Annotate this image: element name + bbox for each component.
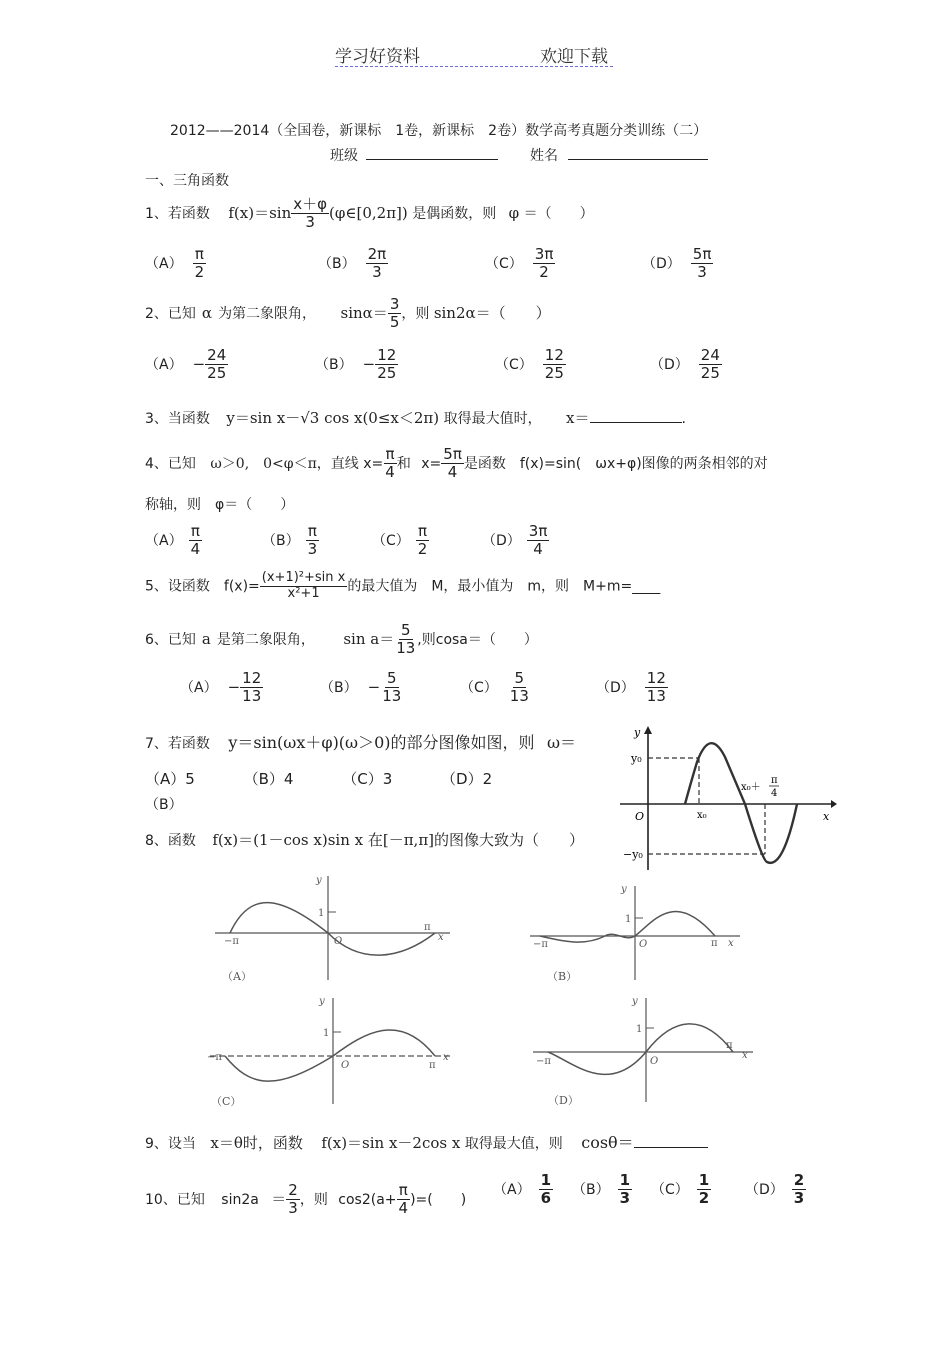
q8-graph-d[interactable]	[528, 992, 758, 1107]
q8-b-y-label: y	[621, 884, 627, 895]
question-2: 2、已知 α 为第二象限角， sinα＝ $\frac{3}{5}$ ，则 sin2α＝（ ）	[145, 295, 551, 332]
q6-option-d[interactable]: （D） $\frac{12}{13}$	[596, 669, 666, 706]
q8-c-origin-label: O	[341, 1060, 350, 1071]
q7-answer-note: （B）	[145, 797, 183, 813]
q7-four-label: 4	[771, 788, 778, 799]
q7-y0-label: y₀	[631, 752, 642, 765]
q2-option-c[interactable]: （C） $\frac{12}{25}$	[495, 346, 564, 383]
question-9: 9、设当 x＝θ时，函数 f(x)＝sin x－2cos x 取得最大值，则 cosθ＝	[145, 1130, 708, 1153]
q7-options	[145, 768, 492, 789]
q8-c-negpi-label: −π	[207, 1052, 222, 1063]
q2-option-a[interactable]: （A） − $\frac{24}{25}$	[145, 346, 227, 383]
q1-option-c[interactable]: （C） $\frac{3\pi}{2}$	[485, 245, 554, 282]
q8-b-x-label: x	[728, 938, 734, 949]
q8-c-x-label: x	[443, 1052, 449, 1063]
q8-b-one-label: 1	[625, 914, 632, 925]
class-label: 班级	[330, 148, 358, 164]
q1-option-b[interactable]: （B） $\frac{2\pi}{3}$	[318, 245, 387, 282]
q8-a-curve	[230, 903, 435, 956]
q2-option-d[interactable]: （D） $\frac{24}{25}$	[650, 346, 720, 383]
q8-graph-a[interactable]	[210, 870, 455, 985]
q8-c-label: （C）	[211, 1095, 242, 1107]
header-left: 学习好资料	[335, 47, 420, 67]
q8-c-pi-label: π	[429, 1060, 436, 1071]
q8-graph-b[interactable]	[525, 880, 745, 985]
q10-option-c[interactable]: （C） $\frac{1}{2}$	[651, 1171, 710, 1208]
q8-a-negpi-label: −π	[224, 936, 239, 947]
q7-pi-label: π	[771, 775, 778, 786]
question-7: 7、若函数 y＝sin(ωx＋φ)(ω＞0)的部分图像如图，则 ω＝	[145, 733, 577, 752]
question-4-line-2: 称轴，则 φ＝（ ）	[145, 497, 295, 513]
q7-option-a[interactable]: （A）5	[145, 770, 195, 788]
q10-option-a[interactable]: （A） $\frac{1}{6}$	[493, 1171, 552, 1208]
q6-option-b[interactable]: （B） − $\frac{5}{13}$	[320, 669, 402, 706]
q7-y-label: y	[634, 726, 641, 739]
q7-y-arrow-icon	[644, 726, 652, 734]
q8-d-label: （D）	[548, 1094, 579, 1107]
question-4: 4、已知 ω＞0, 0<φ＜π，直线 x= $\frac{\pi}{4}$ 和 x= $\frac{5\pi}{4}$ 是函数 f(x)=sin( ωx+φ)图像的两条相邻的对	[145, 445, 768, 482]
q6-option-c[interactable]: （C） $\frac{5}{13}$	[460, 669, 529, 706]
q8-c-one-label: 1	[323, 1028, 330, 1039]
header-right: 欢迎下载	[540, 47, 608, 67]
class-field	[330, 145, 498, 165]
q8-d-y-label: y	[632, 996, 638, 1007]
q8-d-pi-label: π	[726, 1040, 733, 1051]
name-field	[530, 145, 708, 165]
q8-b-pi-label: π	[711, 938, 718, 949]
q7-option-d[interactable]: （D）2	[441, 770, 493, 788]
q8-a-origin-label: O	[334, 936, 343, 947]
q8-a-y-label: y	[316, 875, 322, 886]
q10-option-b[interactable]: （B） $\frac{1}{3}$	[572, 1171, 631, 1208]
q7-x0-label: x₀	[697, 810, 707, 821]
q1-option-a[interactable]: （A） $\frac{\pi}{2}$	[145, 245, 205, 282]
q8-graph-c[interactable]	[205, 992, 460, 1107]
q8-a-one-label: 1	[318, 908, 325, 919]
header-rule	[335, 66, 613, 67]
question-5: 5、设函数 f(x)= $\frac{\text{(x+1)²+sin x}}{\text{x²+1}}$ 的最大值为 M，最小值为 m，则 M+m=____	[145, 570, 661, 601]
q8-b-origin-label: O	[639, 939, 648, 950]
question-3: 3、当函数 y＝sin x－√3 cos x(0≤x＜2π) 取得最大值时， x＝ .	[145, 409, 686, 427]
question-10: 10、已知 sin2a ＝ $\frac{2}{3}$ ，则 cos2(a+ $\frac{\pi}{4}$ )=( )	[145, 1181, 467, 1218]
q4-option-a[interactable]: （A） $\frac{\pi}{4}$	[145, 522, 201, 559]
q8-a-pi-label: π	[424, 922, 431, 933]
q8-b-negpi-label: −π	[533, 939, 548, 950]
q8-d-one-label: 1	[636, 1024, 643, 1035]
q8-a-x-label: x	[438, 932, 444, 943]
q7-origin-label: O	[635, 810, 645, 823]
q7-x0-plus-label: x₀＋	[741, 782, 761, 793]
q7-x-arrow-icon	[831, 800, 837, 808]
q7-option-c[interactable]: （C）3	[342, 770, 393, 788]
question-6: 6、已知 a 是第二象限角， sin a＝ $\frac{5}{13}$ ,则cosa＝（ ）	[145, 621, 538, 658]
q7-option-b[interactable]: （B）4	[243, 770, 294, 788]
q1-option-d[interactable]: （D） $\frac{5\pi}{3}$	[642, 245, 712, 282]
question-8: 8、函数 f(x)＝(1－cos x)sin x 在[－π,π]的图像大致为（ ）	[145, 831, 585, 849]
q8-b-label: （B）	[547, 970, 578, 983]
section-heading: 一、三角函数	[145, 173, 229, 189]
q4-option-b[interactable]: （B） $\frac{\pi}{3}$	[262, 522, 318, 559]
q8-d-x-label: x	[742, 1050, 748, 1061]
q10-option-d[interactable]: （D） $\frac{2}{3}$	[745, 1171, 805, 1208]
name-label: 姓名	[530, 148, 558, 164]
q8-d-negpi-label: −π	[536, 1056, 551, 1067]
q8-d-origin-label: O	[650, 1056, 659, 1067]
q8-a-label: （A）	[222, 970, 252, 983]
q4-option-d[interactable]: （D） $\frac{3\pi}{4}$	[482, 522, 548, 559]
q2-option-b[interactable]: （B） − $\frac{12}{25}$	[315, 346, 397, 383]
q7-x-label: x	[823, 810, 830, 823]
q4-option-c[interactable]: （C） $\frac{\pi}{2}$	[372, 522, 428, 559]
question-1: 1、若函数 f(x)＝sin $\frac{x+\varphi}{3}$ (φ∈[0,2π]) 是偶函数，则 φ ＝（ ）	[145, 195, 594, 232]
page-title: 2012——2014（全国卷，新课标 1卷，新课标 2卷）数学高考真题分类训练（二）	[170, 123, 708, 139]
q6-option-a[interactable]: （A） − $\frac{12}{13}$	[180, 669, 262, 706]
q7-curve	[685, 743, 797, 863]
q7-neg-y0-label: −y₀	[623, 848, 643, 861]
q8-c-y-label: y	[319, 996, 325, 1007]
q7-sine-graph	[615, 722, 840, 872]
